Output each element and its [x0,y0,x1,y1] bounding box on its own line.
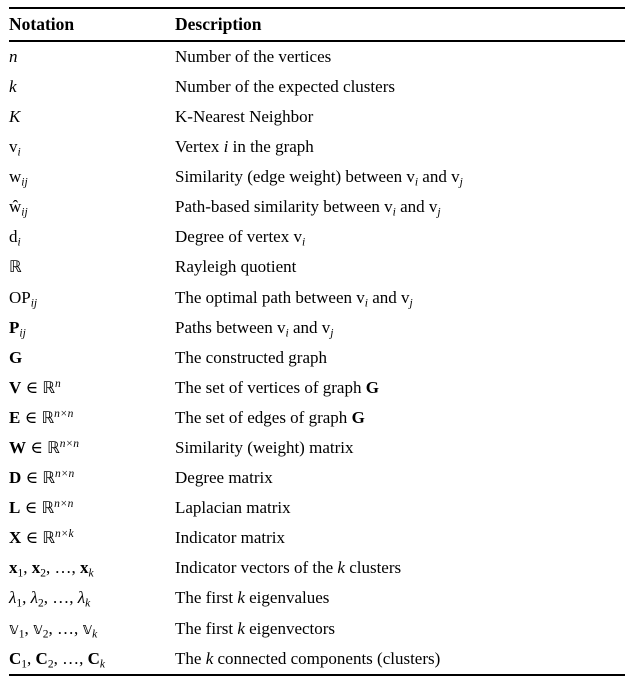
text-segment: ij [19,327,26,340]
table-row [9,433,625,463]
text-segment: v [451,167,460,187]
text-segment: ∈ [20,498,42,518]
table-row [9,584,625,614]
text-segment: 2 [47,658,54,671]
text-segment: λ [30,588,38,608]
table-row [9,162,625,192]
description-cell [175,41,625,72]
text-segment: x [9,558,18,578]
text-segment: ij [21,176,28,189]
notation-cell [9,283,175,313]
text-segment: eigenvectors [244,618,336,638]
notation-cell [9,463,175,493]
text-segment: The constructed graph [175,347,327,367]
text-segment: λ [9,588,17,608]
description-cell [175,162,625,192]
text-segment: i [364,297,368,310]
text-segment: , [24,618,33,638]
text-segment: 1 [16,597,23,610]
notation-cell [9,493,175,523]
description-cell [175,72,625,102]
text-segment: ℝ [42,377,56,397]
text-segment: The [175,648,206,668]
text-segment: n [9,46,18,66]
text-segment: k [237,618,245,638]
text-segment: , [22,588,31,608]
notation-cell [9,433,175,463]
notation-cell [9,192,175,222]
text-segment: n [55,377,61,390]
text-segment: i [17,146,21,159]
table-row [9,313,625,343]
text-segment: k [99,658,105,671]
description-cell [175,614,625,644]
text-segment: K-Nearest Neighbor [175,106,314,126]
table-row [9,343,625,373]
table-row [9,72,625,102]
text-segment: ℝ [41,498,55,518]
text-segment: j [437,206,441,219]
text-segment: C [35,648,48,668]
text-segment: n×n [54,498,74,511]
text-segment: ŵ [9,197,22,217]
text-segment: ∈ [26,438,48,458]
text-segment: 2 [42,628,49,641]
text-segment: G [9,347,23,367]
notation-cell [9,313,175,343]
text-segment: connected components (clusters) [213,648,441,668]
text-segment: in the graph [228,137,314,157]
table-row [9,132,625,162]
text-segment: , [23,558,32,578]
text-segment: i [285,327,289,340]
notation-cell [9,373,175,403]
notation-table [9,7,625,676]
text-segment: k [337,558,345,578]
header-row [9,8,625,41]
text-segment: Degree of vertex [175,227,294,247]
text-segment: i [301,236,306,249]
description-cell [175,192,625,222]
column-header-description: Description [175,8,625,41]
notation-cell [9,554,175,584]
text-segment: v [356,287,365,307]
text-segment: 2 [38,597,44,610]
description-cell [175,433,625,463]
text-segment: ∈ [21,528,43,548]
text-segment: v [276,317,286,337]
text-segment: i [392,206,396,219]
text-segment: 1 [18,628,25,641]
text-segment: Indicator vectors of the [175,558,338,578]
description-cell [175,554,625,584]
text-segment: ℝ [47,438,60,458]
text-segment: ℝ [9,257,22,277]
text-segment: v [9,137,18,157]
text-segment: i [223,137,229,157]
text-segment: OP [9,287,31,307]
text-segment: n×n [55,468,75,481]
text-segment: i [17,236,21,249]
description-cell [175,524,625,554]
text-segment: C [9,648,22,668]
notation-cell [9,253,175,283]
table-row [9,192,625,222]
description-cell [175,223,625,253]
text-segment: n×n [54,407,74,420]
text-segment: v [401,287,410,307]
table-row [9,644,625,675]
text-segment: X [9,528,22,548]
table-row [9,524,625,554]
text-segment: ∈ [21,377,43,397]
notation-cell [9,162,175,192]
text-segment: G [365,377,379,397]
text-segment: K [9,106,21,126]
text-segment: j [409,297,413,310]
text-segment: The first [175,588,238,608]
text-segment: 1 [17,567,24,580]
notation-cell [9,223,175,253]
table-row [9,493,625,523]
text-segment: The set of vertices of graph [175,377,366,397]
notation-cell [9,343,175,373]
text-segment: Rayleigh quotient [175,257,297,277]
text-segment: Laplacian matrix [175,498,291,518]
notation-cell [9,132,175,162]
text-segment: , …, [43,588,78,608]
table-row [9,403,625,433]
description-cell [175,283,625,313]
text-segment: ij [30,297,38,310]
description-cell [175,343,625,373]
text-segment: ℝ [42,528,56,548]
text-segment: ij [21,206,28,219]
text-segment: The first [175,618,238,638]
text-segment: and [418,167,452,187]
text-segment: j [459,176,463,189]
text-segment: and [288,317,322,337]
text-segment: Similarity (edge weight) between [175,167,407,187]
table-row [9,463,625,493]
text-segment: eigenvalues [244,588,330,608]
text-segment: Degree matrix [175,468,273,488]
text-segment: The optimal path between [175,287,357,307]
text-segment: ∈ [21,468,43,488]
text-segment: ℝ [41,407,55,427]
table-row [9,373,625,403]
text-segment: G [351,407,365,427]
column-header-notation: Notation [9,8,175,41]
text-segment: 𝕧 [82,618,93,638]
text-segment: ∈ [20,407,42,427]
text-segment: ℝ [42,468,56,488]
description-cell [175,644,625,675]
text-segment: i [414,176,419,189]
text-segment: v [406,167,415,187]
text-segment: Path-based similarity between [175,197,385,217]
notation-cell [9,524,175,554]
text-segment: v [428,197,438,217]
text-segment: 1 [21,658,28,671]
text-segment: k [237,588,245,608]
description-cell [175,253,625,283]
text-segment: x [80,558,89,578]
text-segment: 𝕧 [32,618,43,638]
table-row [9,283,625,313]
description-cell [175,313,625,343]
text-segment: n×n [59,438,80,451]
description-cell [175,493,625,523]
notation-cell [9,614,175,644]
text-segment: j [330,327,334,340]
table-row [9,41,625,72]
text-segment: 𝕧 [9,618,19,638]
text-segment: n×k [55,528,74,541]
text-segment: , [27,648,36,668]
text-segment: 2 [40,567,46,580]
text-segment: Paths between [175,317,277,337]
notation-cell [9,102,175,132]
text-segment: Number of the vertices [175,46,332,66]
table-row [9,614,625,644]
text-segment: The set of edges of graph [175,407,352,427]
text-segment: Similarity (weight) matrix [175,438,354,458]
notation-cell [9,644,175,675]
description-cell [175,403,625,433]
text-segment: v [321,317,331,337]
text-segment: λ [77,588,86,608]
description-cell [175,102,625,132]
text-segment: and [367,287,402,307]
text-segment: and [395,197,429,217]
text-segment: , …, [46,558,80,578]
text-segment: , …, [53,648,88,668]
description-cell [175,584,625,614]
text-segment: W [9,438,26,458]
text-segment: L [9,498,21,518]
text-segment: x [31,558,41,578]
text-segment: d [9,227,18,247]
text-segment: clusters [344,558,402,578]
text-segment: v [384,197,393,217]
text-segment: D [9,468,22,488]
description-cell [175,373,625,403]
table-row [9,223,625,253]
text-segment: Number of the expected clusters [175,76,395,96]
text-segment: k [205,648,214,668]
notation-cell [9,41,175,72]
text-segment: k [9,76,17,96]
text-segment: k [92,628,98,641]
notation-cell [9,584,175,614]
text-segment: w [9,167,22,187]
table-body [9,41,625,675]
text-segment: v [293,227,302,247]
text-segment: , …, [48,618,83,638]
text-segment: k [88,567,94,580]
text-segment: Vertex [175,137,224,157]
notation-cell [9,72,175,102]
text-segment: P [9,317,20,337]
description-cell [175,132,625,162]
notation-cell [9,403,175,433]
text-segment: E [9,407,21,427]
description-cell [175,463,625,493]
text-segment: Indicator matrix [175,528,285,548]
text-segment: V [9,377,22,397]
table-row [9,554,625,584]
table-header [9,8,625,41]
table-row [9,102,625,132]
text-segment: k [85,597,91,610]
text-segment: C [87,648,100,668]
table-row [9,253,625,283]
